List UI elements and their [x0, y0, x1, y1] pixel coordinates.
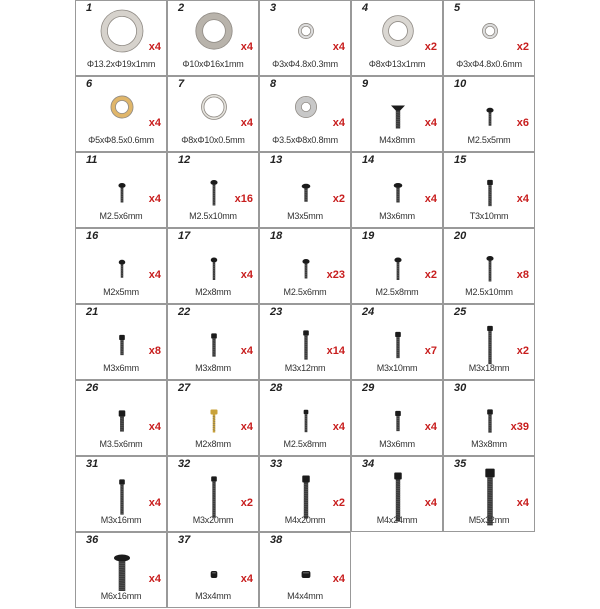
part-quantity: x4	[424, 117, 437, 129]
part-number: 17	[178, 230, 191, 242]
part-number: 2	[178, 2, 185, 14]
part-number: 22	[178, 306, 191, 318]
part-number: 31	[86, 458, 99, 470]
part-cell	[259, 0, 351, 76]
part-quantity: x2	[516, 345, 529, 357]
part-number: 12	[178, 154, 191, 166]
part-quantity: x4	[148, 269, 161, 281]
part-cell	[75, 152, 167, 228]
part-spec: M2.5x8mm	[283, 439, 327, 449]
part-cell	[75, 228, 167, 304]
part-spec: M3x12mm	[284, 363, 326, 373]
part-cell	[75, 456, 167, 532]
part-quantity: x4	[240, 41, 253, 53]
part-spec: Φ13.2xΦ19x1mm	[86, 59, 156, 69]
part-quantity: x4	[332, 573, 345, 585]
part-spec: Φ5xΦ8.5x0.6mm	[88, 135, 154, 145]
part-cell	[259, 152, 351, 228]
part-number: 16	[86, 230, 99, 242]
part-cell	[351, 304, 443, 380]
part-spec: M4x24mm	[376, 515, 418, 525]
part-quantity: x8	[516, 269, 529, 281]
part-number: 38	[270, 534, 283, 546]
part-spec: Φ3xΦ4.8x0.6mm	[456, 59, 522, 69]
part-spec: M3x6mm	[379, 439, 415, 449]
part-number: 26	[86, 382, 99, 394]
part-quantity: x2	[332, 193, 345, 205]
part-number: 24	[362, 306, 375, 318]
part-quantity: x4	[148, 421, 161, 433]
part-spec: M2.5x8mm	[375, 287, 419, 297]
part-cell	[351, 76, 443, 152]
part-number: 1	[86, 2, 93, 14]
part-number: 3	[270, 2, 277, 14]
part-number: 11	[86, 154, 98, 166]
part-cell	[75, 76, 167, 152]
part-cell	[167, 380, 259, 456]
part-number: 9	[362, 78, 369, 90]
part-quantity: x14	[326, 345, 345, 357]
part-cell	[443, 456, 535, 532]
part-number: 6	[86, 78, 93, 90]
part-quantity: x2	[424, 41, 437, 53]
part-cell	[167, 76, 259, 152]
part-cell	[443, 0, 535, 76]
part-spec: M2.5x10mm	[465, 287, 513, 297]
part-cell	[351, 456, 443, 532]
part-number: 5	[454, 2, 461, 14]
part-quantity: x4	[332, 117, 345, 129]
part-spec: M5x32mm	[468, 515, 510, 525]
part-cell	[167, 532, 259, 608]
part-number: 18	[270, 230, 283, 242]
part-number: 32	[178, 458, 191, 470]
part-spec: M2x8mm	[195, 439, 231, 449]
part-cell	[75, 532, 167, 608]
part-quantity: x39	[510, 421, 529, 433]
part-cell	[443, 228, 535, 304]
part-cell	[443, 304, 535, 380]
part-cell	[167, 0, 259, 76]
part-number: 8	[270, 78, 277, 90]
part-quantity: x2	[516, 41, 529, 53]
part-number: 27	[178, 382, 191, 394]
part-cell	[351, 0, 443, 76]
part-number: 28	[270, 382, 283, 394]
part-cell	[351, 380, 443, 456]
part-cell	[167, 456, 259, 532]
part-number: 19	[362, 230, 375, 242]
part-spec: M3x8mm	[195, 363, 231, 373]
part-spec: M2.5x10mm	[189, 211, 237, 221]
part-number: 23	[270, 306, 283, 318]
part-number: 10	[454, 78, 467, 90]
part-cell	[167, 228, 259, 304]
part-cell	[259, 228, 351, 304]
part-quantity: x4	[516, 497, 529, 509]
part-number: 21	[86, 306, 99, 318]
part-quantity: x16	[234, 193, 253, 205]
part-number: 29	[362, 382, 375, 394]
part-number: 13	[270, 154, 283, 166]
part-cell	[259, 456, 351, 532]
part-spec: M3x18mm	[468, 363, 510, 373]
part-cell	[259, 380, 351, 456]
part-number: 14	[362, 154, 375, 166]
part-cell	[443, 380, 535, 456]
part-number: 7	[178, 78, 185, 90]
part-quantity: x7	[424, 345, 437, 357]
part-number: 30	[454, 382, 467, 394]
part-cell	[259, 304, 351, 380]
part-spec: M2x8mm	[195, 287, 231, 297]
part-number: 37	[178, 534, 191, 546]
part-cell	[443, 76, 535, 152]
part-cell	[259, 76, 351, 152]
part-spec: M2.5x6mm	[283, 287, 327, 297]
part-spec: M3x10mm	[376, 363, 418, 373]
part-quantity: x4	[424, 193, 437, 205]
part-spec: M4x4mm	[287, 591, 323, 601]
part-spec: M2x5mm	[103, 287, 139, 297]
part-spec: M3x5mm	[287, 211, 323, 221]
part-number: 33	[270, 458, 283, 470]
part-number: 36	[86, 534, 99, 546]
part-quantity: x4	[240, 421, 253, 433]
part-spec: Φ10xΦ16x1mm	[182, 59, 244, 69]
part-quantity: x4	[516, 193, 529, 205]
part-cell	[167, 152, 259, 228]
part-cell	[167, 304, 259, 380]
part-quantity: x4	[424, 421, 437, 433]
part-spec: M3x6mm	[379, 211, 415, 221]
part-spec: Φ3xΦ4.8x0.3mm	[272, 59, 338, 69]
part-quantity: x2	[240, 497, 253, 509]
part-quantity: x4	[240, 345, 253, 357]
part-quantity: x4	[240, 573, 253, 585]
part-quantity: x4	[148, 193, 161, 205]
part-quantity: x4	[148, 573, 161, 585]
part-cell	[75, 0, 167, 76]
part-cell	[259, 532, 351, 608]
part-number: 15	[454, 154, 467, 166]
part-cell	[75, 304, 167, 380]
part-spec: M3x20mm	[192, 515, 234, 525]
part-spec: M2.5x5mm	[467, 135, 511, 145]
part-quantity: x4	[148, 497, 161, 509]
part-spec: T3x10mm	[469, 211, 509, 221]
part-spec: M3.5x6mm	[99, 439, 143, 449]
part-number: 35	[454, 458, 467, 470]
part-quantity: x23	[326, 269, 345, 281]
part-cell	[75, 380, 167, 456]
part-quantity: x8	[148, 345, 161, 357]
part-cell	[351, 152, 443, 228]
part-spec: M6x16mm	[100, 591, 142, 601]
part-spec: M2.5x6mm	[99, 211, 143, 221]
part-number: 4	[362, 2, 369, 14]
part-quantity: x4	[332, 41, 345, 53]
part-quantity: x4	[240, 117, 253, 129]
part-spec: Φ8xΦ10x0.5mm	[181, 135, 245, 145]
part-number: 25	[454, 306, 467, 318]
part-spec: M3x4mm	[195, 591, 231, 601]
part-quantity: x4	[240, 269, 253, 281]
hardware-parts-chart	[75, 0, 535, 600]
part-spec: M4x20mm	[284, 515, 326, 525]
part-spec: M4x8mm	[379, 135, 415, 145]
part-quantity: x4	[148, 117, 161, 129]
part-number: 34	[362, 458, 375, 470]
part-spec: M3x16mm	[100, 515, 142, 525]
part-quantity: x4	[424, 497, 437, 509]
part-cell	[351, 228, 443, 304]
part-cell	[443, 152, 535, 228]
part-spec: M3x6mm	[103, 363, 139, 373]
part-spec: Φ8xΦ13x1mm	[368, 59, 426, 69]
part-quantity: x6	[516, 117, 529, 129]
part-quantity: x4	[332, 421, 345, 433]
part-quantity: x4	[148, 41, 161, 53]
part-quantity: x2	[424, 269, 437, 281]
part-spec: M3x8mm	[471, 439, 507, 449]
part-spec: Φ3.5xΦ8x0.8mm	[272, 135, 338, 145]
part-quantity: x2	[332, 497, 345, 509]
part-number: 20	[454, 230, 467, 242]
